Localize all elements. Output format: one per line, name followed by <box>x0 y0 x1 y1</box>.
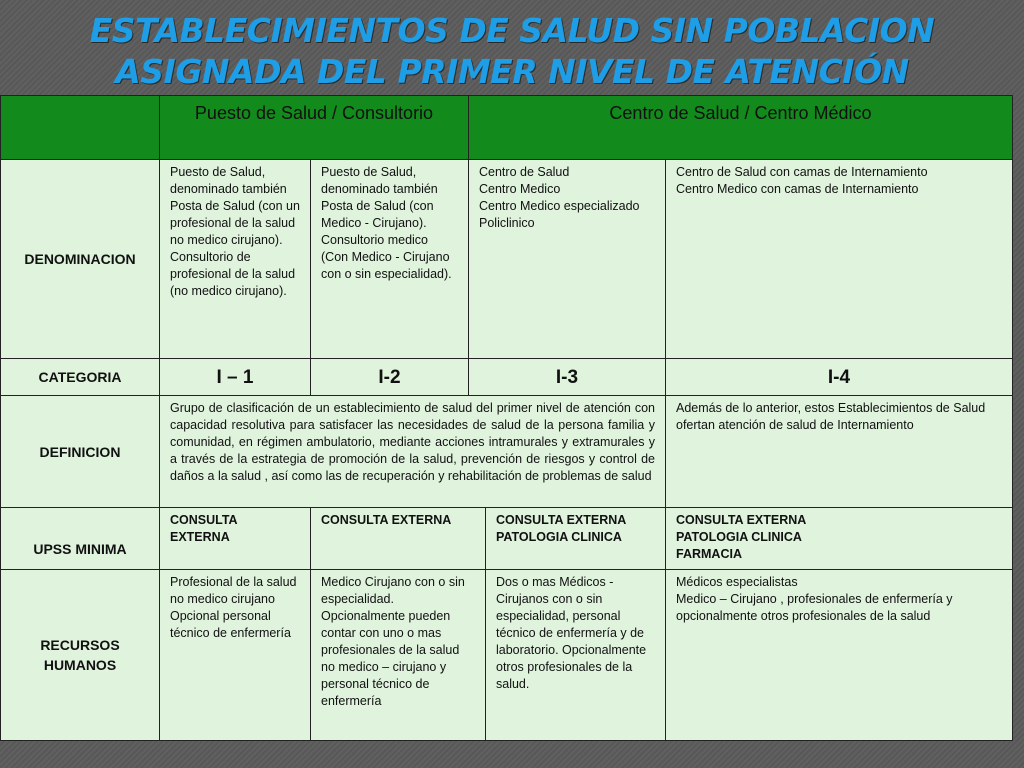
denominacion-i3-line: Centro Medico <box>479 182 561 196</box>
recursos-i4-line: Medico – Cirujano , profesionales de enfermería y opcionalmente otros profesionales de la salud <box>676 592 953 623</box>
upss-i4-line: CONSULTA EXTERNA <box>676 513 807 527</box>
row-label-categoria: CATEGORIA <box>0 358 160 396</box>
denominacion-i3-line: Centro Medico especializado <box>479 199 640 213</box>
recursos-i4 <box>665 569 1013 741</box>
slide-title <box>0 10 1024 92</box>
definicion-main: Grupo de clasificación de un establecimiento de salud del primer nivel de atención con capacidad resolutiva para satisfacer las necesidades de salud de la persona familia y comunidad, en régimen ambulatorio, mediante acciones intramurales y extramurales y a través de la estrategia de promoción de la salud, prevención de riesgos y control de daños a la salud , así como las de recuperación y rehabilitación de problemas de salud <box>159 395 666 508</box>
recursos-i2: Medico Cirujano con o sin especialidad. Opcionalmente pueden contar con uno o mas profesionales de la salud no medico – cirujano y personal técnico de enfermería <box>310 569 486 741</box>
denominacion-i1: Puesto de Salud, denominado también Posta de Salud (con un profesional de la salud no medico cirujano). Consultorio de profesional de la salud (no medico cirujano). <box>159 159 311 359</box>
header-puesto-de-salud: Puesto de Salud / Consultorio <box>159 95 469 160</box>
recursos-i3: Dos o mas Médicos - Cirujanos con o sin especialidad, personal técnico de enfermería y de laboratorio. Opcionalmente otros profesionales de la salud. <box>485 569 666 741</box>
upss-i2: CONSULTA EXTERNA <box>310 507 486 570</box>
definicion-internamiento: Además de lo anterior, estos Establecimientos de Salud ofertan atención de salud de Internamiento <box>665 395 1013 508</box>
categoria-i4: I-4 <box>665 358 1013 396</box>
categoria-i3: I-3 <box>468 358 666 396</box>
title-line-1: ESTABLECIMIENTOS DE SALUD SIN POBLACION <box>89 11 935 50</box>
upss-i3-line: CONSULTA EXTERNA <box>496 513 627 527</box>
upss-i4 <box>665 507 1013 570</box>
row-label-upss-minima: UPSS MINIMA <box>0 507 160 570</box>
denominacion-i4-line: Centro de Salud con camas de Internamiento <box>676 165 928 179</box>
upss-i3-line: PATOLOGIA CLINICA <box>496 530 622 544</box>
denominacion-i4 <box>665 159 1013 359</box>
header-corner-cell <box>0 95 160 160</box>
categoria-i1: I – 1 <box>159 358 311 396</box>
upss-i3 <box>485 507 666 570</box>
denominacion-i2: Puesto de Salud, denominado también Posta de Salud (con Medico - Cirujano). Consultorio medico (Con Medico - Cirujano con o sin especialidad). <box>310 159 469 359</box>
categoria-i2: I-2 <box>310 358 469 396</box>
upss-i4-line: FARMACIA <box>676 547 742 561</box>
recursos-i4-line: Médicos especialistas <box>676 575 798 589</box>
row-label-recursos-humanos: RECURSOS HUMANOS <box>0 569 160 741</box>
row-label-definicion: DEFINICION <box>0 395 160 508</box>
recursos-i1: Profesional de la salud no medico cirujano Opcional personal técnico de enfermería <box>159 569 311 741</box>
upss-i1: CONSULTA EXTERNA <box>159 507 311 570</box>
title-line-2: ASIGNADA DEL PRIMER NIVEL DE ATENCIÓN <box>115 52 909 91</box>
denominacion-i3 <box>468 159 666 359</box>
header-centro-de-salud: Centro de Salud / Centro Médico <box>468 95 1013 160</box>
row-label-denominacion: DENOMINACION <box>0 159 160 359</box>
upss-i4-line: PATOLOGIA CLINICA <box>676 530 802 544</box>
denominacion-i4-line: Centro Medico con camas de Internamiento <box>676 182 919 196</box>
denominacion-i3-line: Centro de Salud <box>479 165 570 179</box>
denominacion-i3-line: Policlinico <box>479 216 535 230</box>
